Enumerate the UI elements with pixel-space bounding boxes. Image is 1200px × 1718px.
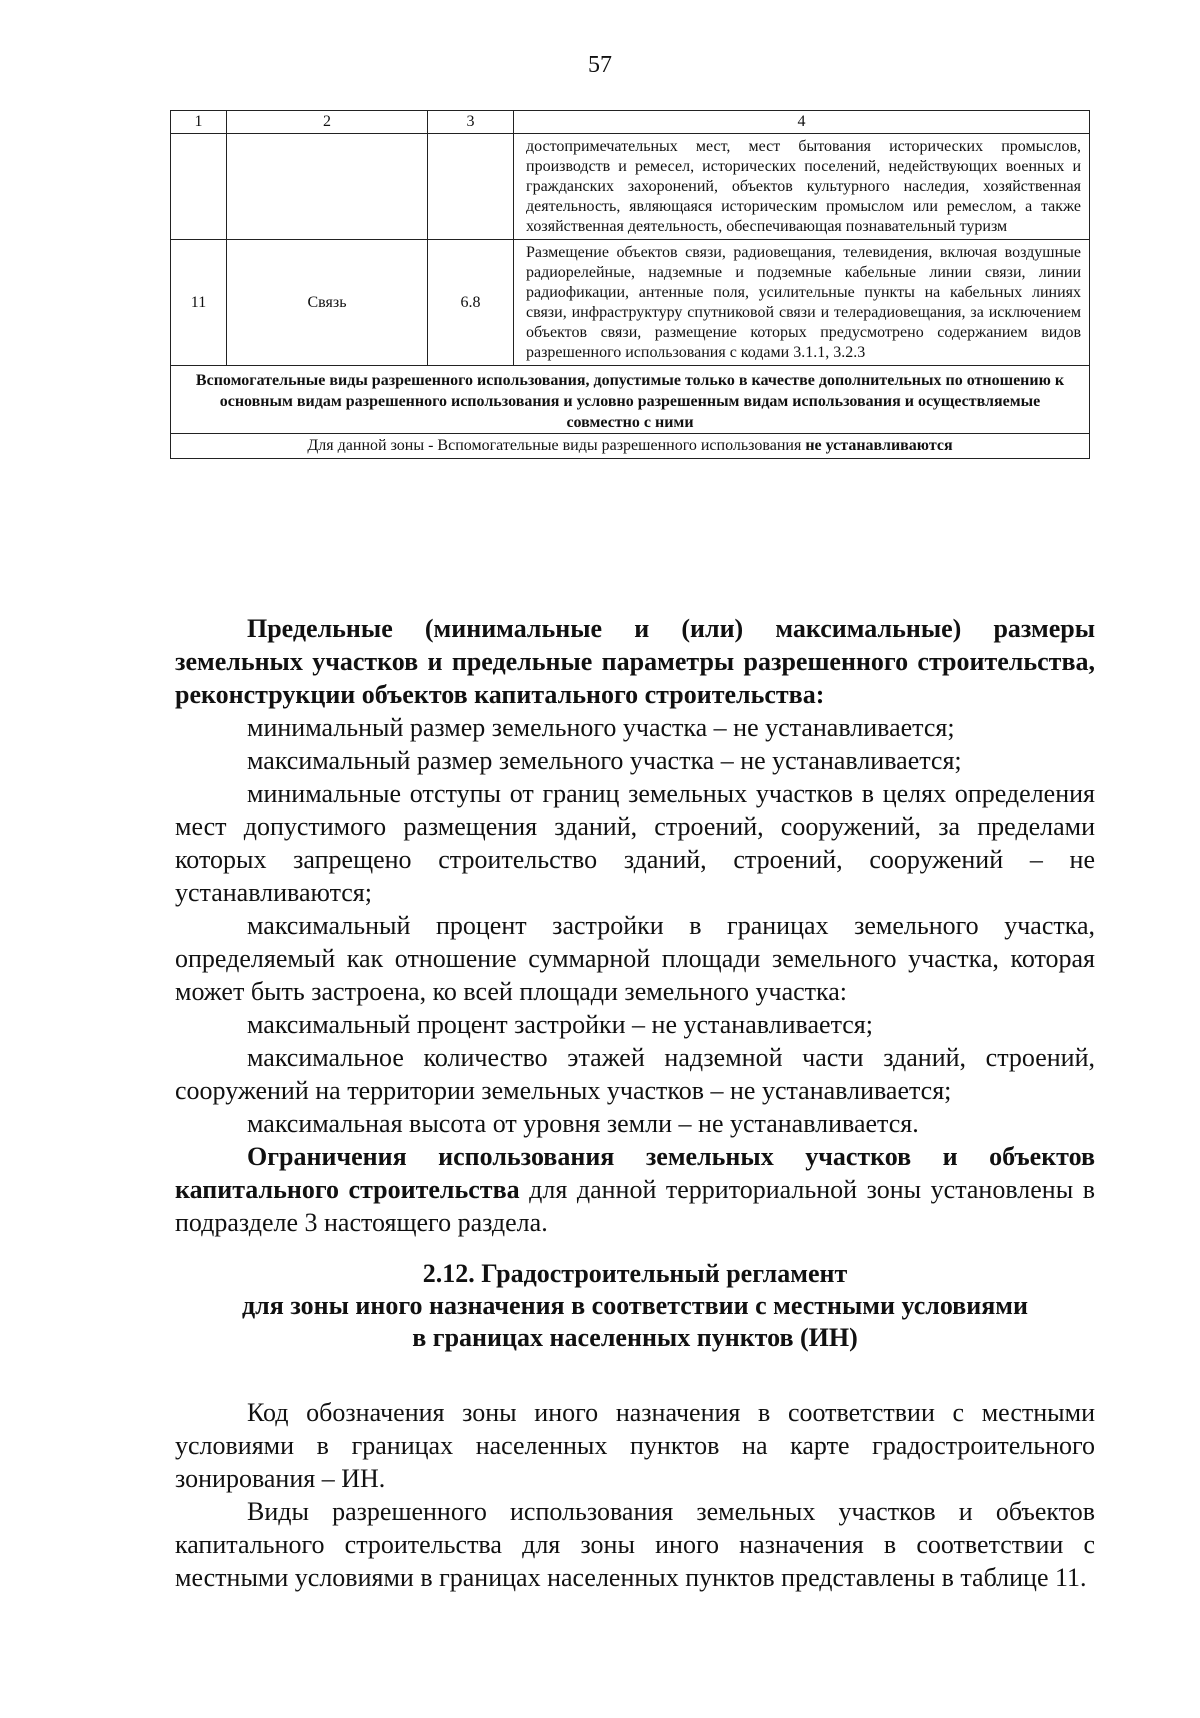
table-cell-code: 6.8 <box>428 240 514 366</box>
zone-uses-paragraph: Виды разрешенного использования земельных участков и объектов капитального строительства для зоны иного назначения в соответствии с местными условиями в границах населенных пунктов представлены в таблице 11. <box>175 1497 1095 1592</box>
section-title-line: для зоны иного назначения в соответствии с местными условиями <box>242 1291 1028 1320</box>
limits-item: максимальная высота от уровня земли – не устанавливается. <box>247 1109 919 1138</box>
restrictions-paragraph <box>175 1140 1095 1239</box>
restrictions-text: для данной территориальной зоны установлены в подразделе 3 настоящего раздела. <box>175 1175 1095 1237</box>
table-cell-empty <box>171 134 227 240</box>
limits-item: минимальный размер земельного участка – не устанавливается; <box>247 713 955 742</box>
table-cell-empty <box>428 134 514 240</box>
table-row <box>171 366 1090 434</box>
table-cell-empty <box>227 134 428 240</box>
limits-item: максимальный размер земельного участка – не устанавливается; <box>247 746 962 775</box>
table-header-cell: 4 <box>514 111 1090 134</box>
auxiliary-uses-heading: Вспомогательные виды разрешенного использования, допустимые только в качестве дополнительных по отношению к основным видам разрешенного использования и условно разрешенным видам использования и осуществляемые совместно с ними <box>171 366 1090 434</box>
page-number: 57 <box>588 52 612 78</box>
section-title-line: в границах населенных пунктов (ИН) <box>412 1323 858 1352</box>
zone-code-paragraph: Код обозначения зоны иного назначения в соответствии с местными условиями в границах населенных пунктов на карте градостроительного зонирования – ИН. <box>175 1398 1095 1493</box>
auxiliary-uses-note <box>171 434 1090 459</box>
table-row <box>171 434 1090 459</box>
limits-item: максимальное количество этажей надземной части зданий, строений, сооружений на территории земельных участков – не устанавливается; <box>175 1043 1095 1105</box>
table-header-cell: 3 <box>428 111 514 134</box>
restrictions-bold: Ограничения использования земельных участков и объектов капитального строительства <box>175 1142 1095 1204</box>
table-row <box>171 134 1090 240</box>
land-use-table <box>170 110 1090 459</box>
table-cell-number: 11 <box>171 240 227 366</box>
section-title-line: 2.12. Градостроительный регламент <box>422 1259 848 1288</box>
table-row <box>171 240 1090 366</box>
limits-heading: Предельные (минимальные и (или) максимальные) размеры земельных участков и предельные параметры разрешенного строительства, реконструкции объектов капитального строительства: <box>175 614 1095 709</box>
table-header-cell: 1 <box>171 111 227 134</box>
table-cell-description: Размещение объектов связи, радиовещания, телевидения, включая воздушные радиорелейные, надземные и подземные кабельные линии связи, линии радиофикации, антенные поля, усилительные пункты на кабельных линиях связи, инфраструктуру спутниковой связи и телерадиовещания, за исключением объектов связи, размещение которых предусмотрено содержанием видов разрешенного использования с кодами 3.1.1, 3.2.3 <box>514 240 1090 366</box>
auxiliary-note-text: Для данной зоны - Вспомогательные виды разрешенного использования <box>307 437 806 454</box>
table-header-cell: 2 <box>227 111 428 134</box>
table-cell-description: достопримечательных мест, мест бытования исторических промыслов, производств и ремесел, исторических поселений, недействующих военных и гражданских захоронений, объектов культурного наследия, хозяйственная деятельность, являющаяся историческим промыслом или ремеслом, а также хозяйственная деятельность, обеспечивающая познавательный туризм <box>514 134 1090 240</box>
auxiliary-note-bold: не устанавливаются <box>805 437 953 454</box>
limits-item: максимальный процент застройки в границах земельного участка, определяемый как отношение суммарной площади земельного участка, которая может быть застроена, ко всей площади земельного участка: <box>175 911 1095 1006</box>
table-cell-name: Связь <box>227 240 428 366</box>
limits-item: минимальные отступы от границ земельных участков в целях определения мест допустимого размещения зданий, строений, сооружений, за пределами которых запрещено строительство зданий, строений, сооружений – не устанавливаются; <box>175 779 1095 907</box>
zone-description <box>175 1396 1095 1594</box>
section-title <box>175 1258 1095 1354</box>
limits-item: максимальный процент застройки – не устанавливается; <box>247 1010 873 1039</box>
limits-section <box>175 612 1095 1239</box>
table-header-row <box>171 111 1090 134</box>
